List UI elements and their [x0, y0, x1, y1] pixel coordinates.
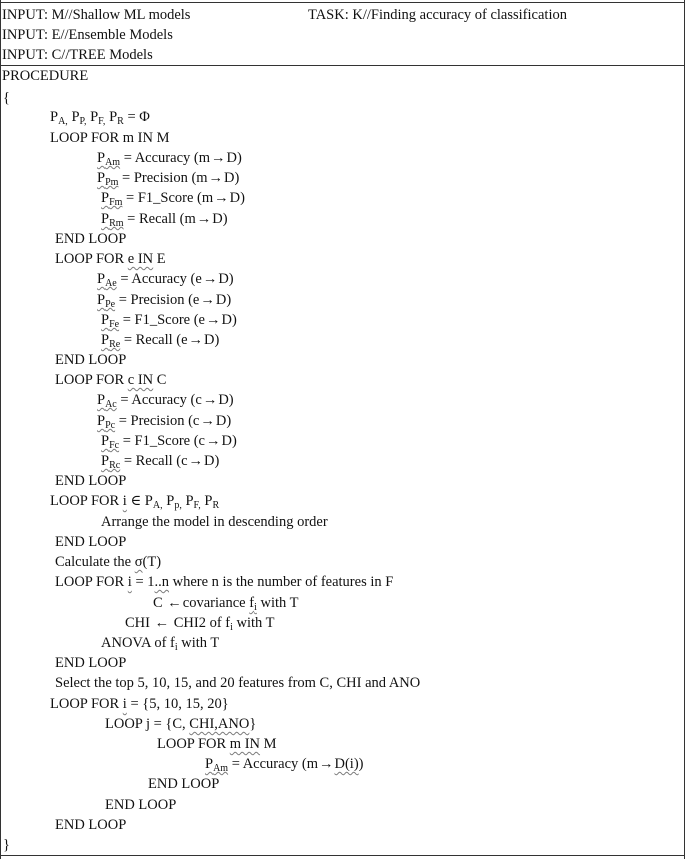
pre-line: $P_{Re}$ = Recall (e→D): [101, 332, 220, 350]
pam-line: $P_{Am}$ = Accuracy (m→D): [97, 150, 242, 168]
select-line: Select the top 5, 10, 15, and 20 features from C, CHI and ANO: [55, 675, 421, 691]
loop-e: LOOP FOR e IN E: [55, 251, 166, 267]
pam-final-line: $P_{Am}$ = Accuracy (m→D(i)): [205, 756, 364, 774]
end-loop-5: END LOOP: [55, 655, 127, 671]
end-loop-8: END LOOP: [55, 817, 127, 833]
arrange-line: Arrange the model in descending order: [101, 514, 328, 530]
pfm-line: $P_{Fm}$ = F1_Score (m→D): [101, 190, 245, 208]
loop-j: LOOP j = {C, CHI,ANO}: [105, 716, 257, 732]
loop-i-set: LOOP FOR i = {5, 10, 15, 20}: [50, 696, 229, 712]
end-loop-1: END LOOP: [55, 231, 127, 247]
prm-line: $P_{Rm}$ = Recall (m→D): [101, 211, 228, 229]
close-brace: }: [3, 837, 10, 853]
end-loop-4: END LOOP: [55, 534, 127, 550]
end-loop-7: END LOOP: [105, 797, 177, 813]
pfe-line: $P_{Fe}$ = F1_Score (e→D): [101, 312, 237, 330]
prc-line: $P_{Rc}$ = Recall (c→D): [101, 453, 220, 471]
ppe-line: $P_{Pe}$ = Precision (e→D): [97, 292, 232, 310]
input-e: INPUT: E//Ensemble Models: [2, 27, 173, 43]
loop-m: LOOP FOR m IN M: [50, 130, 170, 146]
ppm-line: $P_{Pm}$ = Precision (m→D): [97, 170, 240, 188]
pfc-line: $P_{Fc}$ = F1_Score (c→D): [101, 433, 237, 451]
header-divider: [0, 65, 685, 66]
loop-i-features: LOOP FOR i = 1..n where n is the number of features in F: [55, 574, 394, 590]
procedure-heading: PROCEDURE: [2, 68, 89, 84]
end-loop-3: END LOOP: [55, 473, 127, 489]
left-border: [0, 0, 1, 859]
loop-c: LOOP FOR c IN C: [55, 372, 167, 388]
top-border: [0, 2, 685, 3]
loop-m-inner: LOOP FOR m IN M: [157, 736, 277, 752]
loop-i-metrics: LOOP FOR i ∈ $P_{A,}$ $P_{p,}$ $P_{F,}$ $P_R$: [50, 493, 220, 511]
task: TASK: K//Finding accuracy of classification: [308, 7, 567, 23]
covariance-line: C ←covariance $f_i$ with T: [153, 595, 299, 613]
chi-line: CHI ← CHI2 of $f_i$ with T: [125, 615, 275, 633]
input-m: INPUT: M//Shallow ML models: [2, 7, 191, 23]
end-loop-2: END LOOP: [55, 352, 127, 368]
anova-line: ANOVA of $f_i$ with T: [101, 635, 220, 653]
ppc-line: $P_{Pc}$ = Precision (c→D): [97, 413, 232, 431]
end-loop-6: END LOOP: [148, 776, 220, 792]
pac-line: $P_{Ac}$ = Accuracy (c→D): [97, 392, 234, 410]
input-c: INPUT: C//TREE Models: [2, 47, 153, 63]
pae-line: $P_{Ae}$ = Accuracy (e→D): [97, 271, 234, 289]
init-line: $P_{A,}$ $P_{P,}$ $P_{F,}$ $P_R = \Phi$: [50, 109, 150, 127]
open-brace: {: [3, 90, 10, 106]
calculate-line: Calculate the σ(T): [55, 554, 162, 570]
bottom-border: [0, 855, 685, 856]
